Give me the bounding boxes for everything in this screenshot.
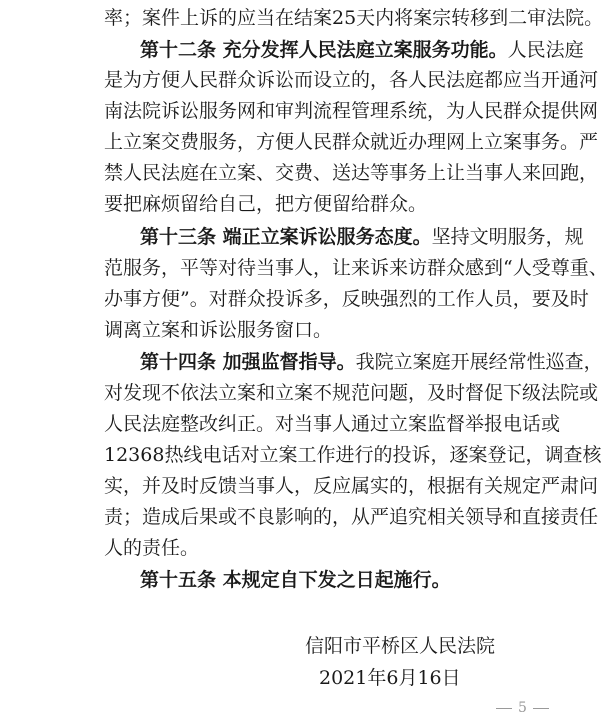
article-12-text: 人民法庭 xyxy=(507,39,584,61)
article-14-line xyxy=(140,348,603,376)
text-line: 人民法庭整改纠正。对当事人通过立案监督举报电话或 xyxy=(104,413,561,435)
text-line: 要把麻烦留给自己，把方便留给群众。 xyxy=(104,193,428,215)
signature-court: 信阳市平桥区人民法院 xyxy=(305,635,496,657)
article-13-line xyxy=(140,223,584,251)
text-line: 责；造成后果或不良影响的，从严追究相关领导和直接责任 xyxy=(104,506,599,528)
text-line: 对发现不依法立案和立案不规范问题，及时督促下级法院或 xyxy=(104,382,599,404)
text-line: 范服务，平等对待当事人，让来诉来访群众感到“人受尊重、 xyxy=(104,257,608,279)
text-line: 率；案件上诉的应当在结案25天内将案宗转移到二审法院。 xyxy=(104,7,604,29)
text-line: 禁人民法庭在立案、交费、送达等事务上让当事人来回跑， xyxy=(104,162,599,184)
article-14-heading: 第十四条 加强监督指导。 xyxy=(140,351,356,373)
text-line: 实，并及时反馈当事人，反应属实的，根据有关规定严肃问 xyxy=(104,475,599,497)
article-14-text: 我院立案庭开展经常性巡查， xyxy=(355,351,603,373)
text-line: 办事方便”。对群众投诉多，反映强烈的工作人员，要及时 xyxy=(104,288,589,310)
text-line: 上立案交费服务，方便人民群众就近办理网上立案事务。严 xyxy=(104,131,599,153)
article-15-heading: 第十五条 本规定自下发之日起施行。 xyxy=(140,569,451,591)
text-line: 人的责任。 xyxy=(104,537,200,559)
text-line: 12368热线电话对立案工作进行的投诉，逐案登记，调查核 xyxy=(104,444,602,466)
article-12-line xyxy=(140,36,584,64)
article-13-heading: 第十三条 端正立案诉讼服务态度。 xyxy=(140,226,432,248)
dash-left xyxy=(496,708,512,709)
article-15-line xyxy=(140,566,524,594)
signature-date: 2021年6月16日 xyxy=(319,667,461,689)
article-13-text: 坚持文明服务，规 xyxy=(431,226,584,248)
article-12-heading: 第十二条 充分发挥人民法庭立案服务功能。 xyxy=(140,39,508,61)
text-line: 是为方便人民群众诉讼而设立的，各人民法庭都应当开通河 xyxy=(104,69,599,91)
page-number-text: 5 xyxy=(518,700,527,716)
text-line: 南法院诉讼服务网和审判流程管理系统，为人民群众提供网 xyxy=(104,100,599,122)
page-number xyxy=(490,700,555,716)
dash-right xyxy=(533,708,549,709)
text-line: 调离立案和诉讼服务窗口。 xyxy=(104,319,333,341)
